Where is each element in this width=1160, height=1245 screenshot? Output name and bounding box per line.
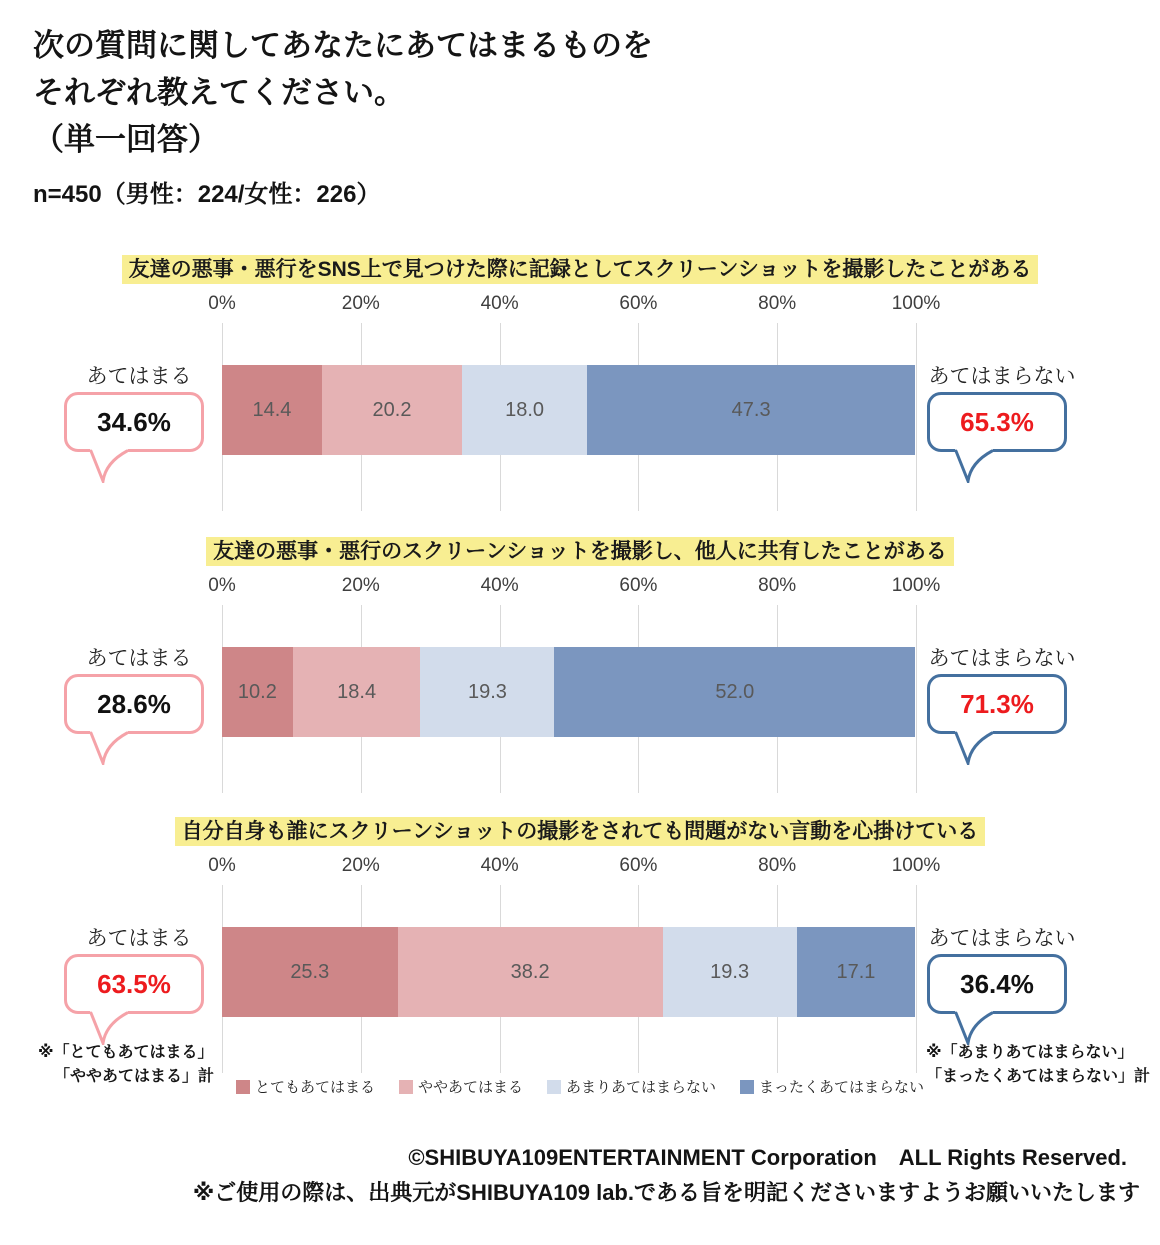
- callout-label: あてはまらない: [928, 647, 1076, 670]
- legend-swatch-icon: [399, 1080, 413, 1094]
- sample-size-label: n=450（男性：224/女性：226）: [33, 181, 381, 208]
- chart-title-highlight: 友達の悪事・悪行をSNS上で見つけた際に記録としてスクリーンショットを撮影したことがある: [122, 255, 1039, 284]
- callout-value: 36.4%: [960, 968, 1034, 999]
- callout-value-box: [64, 392, 204, 452]
- plot-area: [222, 605, 916, 793]
- axis-tick: 100%: [891, 855, 941, 876]
- speech-bubble-tail-icon: [947, 1011, 1001, 1045]
- axis-tick: 60%: [619, 293, 658, 314]
- bar-segment: [222, 365, 322, 455]
- bar-segment-value: 19.3: [710, 960, 750, 983]
- callout-value-box: [64, 954, 204, 1014]
- bar-segment: [462, 365, 587, 455]
- legend-swatch-icon: [740, 1080, 754, 1094]
- callout-value: 34.6%: [97, 406, 171, 437]
- chart-title-highlight: 自分自身も誰にスクリーンショットの撮影をされても問題がない言動を心掛けている: [175, 817, 986, 846]
- legend-label: まったくあてはまらない: [759, 1079, 925, 1096]
- callout-not-applicable: [927, 645, 1077, 734]
- legend-label: ややあてはまる: [417, 1079, 523, 1096]
- callout-value-box: [927, 392, 1067, 452]
- bar-segment: [222, 927, 398, 1017]
- callout-value: 28.6%: [97, 688, 171, 719]
- bar-segment-value: 19.3: [467, 680, 507, 703]
- bar-segment: [587, 365, 915, 455]
- axis-tick: 100%: [891, 575, 941, 596]
- bar-segment-value: 52.0: [715, 680, 755, 703]
- callout-value: 65.3%: [960, 406, 1034, 437]
- callout-label: あてはまらない: [928, 365, 1076, 388]
- axis-tick: 100%: [891, 293, 941, 314]
- legend-item: [236, 1076, 375, 1097]
- page-title-line: （単一回答）: [33, 122, 219, 157]
- chart-title: [0, 253, 1160, 283]
- speech-bubble-tail-icon: [947, 731, 1001, 765]
- bar-segment-value: 10.2: [237, 680, 277, 703]
- callout-label: あてはまる: [86, 647, 192, 670]
- axis-tick: 40%: [480, 575, 519, 596]
- gridline: [916, 323, 917, 511]
- chart-block-2: [0, 535, 1160, 797]
- gridline: [916, 885, 917, 1073]
- axis-tick: 20%: [341, 855, 380, 876]
- speech-bubble-tail-icon: [82, 731, 136, 765]
- callout-value: 63.5%: [97, 968, 171, 999]
- axis-tick: 40%: [480, 293, 519, 314]
- chart-title-highlight: 友達の悪事・悪行のスクリーンショットを撮影し、他人に共有したことがある: [206, 537, 954, 566]
- bar-segment-value: 17.1: [836, 960, 876, 983]
- legend-swatch-icon: [236, 1080, 250, 1094]
- callout-not-applicable: [927, 925, 1077, 1014]
- axis-tick: 20%: [341, 293, 380, 314]
- legend-item: [547, 1076, 716, 1097]
- axis-tick: 80%: [758, 855, 797, 876]
- legend-label: あまりあてはまらない: [566, 1079, 717, 1096]
- chart-block-1: [0, 253, 1160, 515]
- footnote-line: 「ややあてはまる」計: [54, 1068, 215, 1085]
- stacked-bar: [222, 647, 916, 737]
- usage-note: ※ご使用の際は、出典元がSHIBUYA109 lab.である旨を明記くださいますようお願いいたします: [192, 1180, 1140, 1205]
- bar-segment-value: 18.0: [505, 398, 545, 421]
- legend-swatch-icon: [547, 1080, 561, 1094]
- legend-item: [399, 1076, 523, 1097]
- copyright-line: ©SHIBUYA109ENTERTAINMENT Corporation ALL Rights Reserved.: [408, 1145, 1127, 1170]
- bar-segment-value: 18.4: [337, 680, 377, 703]
- speech-bubble-tail-icon: [82, 1011, 136, 1045]
- legend: [0, 1076, 1160, 1097]
- speech-bubble-tail-icon: [947, 449, 1001, 483]
- page-title-line: それぞれ教えてください。: [33, 75, 405, 110]
- speech-bubble-tail-icon: [82, 449, 136, 483]
- bar-segment: [663, 927, 797, 1017]
- x-axis: [208, 855, 941, 879]
- stacked-bar: [222, 927, 916, 1017]
- callout-value: 71.3%: [960, 688, 1034, 719]
- bar-segment-value: 14.4: [252, 398, 292, 421]
- footnote-line: 「まったくあてはまらない」計: [926, 1068, 1151, 1085]
- axis-tick: 60%: [619, 575, 658, 596]
- bar-segment: [222, 647, 293, 737]
- legend-item: [740, 1076, 924, 1097]
- bar-segment-value: 20.2: [372, 398, 412, 421]
- bar-segment: [797, 927, 916, 1017]
- bar-segment: [322, 365, 462, 455]
- callout-label: あてはまらない: [928, 927, 1076, 950]
- plot-area: [222, 323, 916, 511]
- callout-value-box: [927, 954, 1067, 1014]
- legend-label: とてもあてはまる: [254, 1079, 375, 1096]
- callout-applicable: [64, 645, 214, 734]
- callout-applicable: [64, 363, 214, 452]
- callout-label: あてはまる: [86, 927, 192, 950]
- axis-tick: 40%: [480, 855, 519, 876]
- callout-not-applicable: [927, 363, 1077, 452]
- bar-segment-value: 25.3: [290, 960, 330, 983]
- axis-tick: 80%: [758, 293, 797, 314]
- axis-tick: 0%: [208, 855, 236, 876]
- axis-tick: 60%: [619, 855, 658, 876]
- chart-title: [0, 535, 1160, 565]
- page-title-line: 次の質問に関してあなたにあてはまるものを: [33, 28, 653, 63]
- footnote-line: ※「とてもあてはまる」: [38, 1044, 214, 1061]
- axis-tick: 0%: [208, 293, 236, 314]
- page-title: [33, 22, 653, 163]
- chart-title: [0, 815, 1160, 845]
- bar-segment-value: 47.3: [731, 398, 771, 421]
- gridline: [916, 605, 917, 793]
- bar-segment: [420, 647, 554, 737]
- callout-label: あてはまる: [86, 365, 192, 388]
- callout-value-box: [927, 674, 1067, 734]
- chart-block-3: [0, 815, 1160, 1077]
- callout-value-box: [64, 674, 204, 734]
- axis-tick: 20%: [341, 575, 380, 596]
- footnote-line: ※「あまりあてはまらない」: [926, 1044, 1134, 1061]
- bar-segment-value: 38.2: [510, 960, 550, 983]
- stacked-bar: [222, 365, 916, 455]
- bar-segment: [293, 647, 421, 737]
- bar-segment: [554, 647, 915, 737]
- x-axis: [208, 293, 941, 317]
- axis-tick: 0%: [208, 575, 236, 596]
- plot-area: [222, 885, 916, 1073]
- x-axis: [208, 575, 941, 599]
- bar-segment: [398, 927, 663, 1017]
- axis-tick: 80%: [758, 575, 797, 596]
- callout-applicable: [64, 925, 214, 1014]
